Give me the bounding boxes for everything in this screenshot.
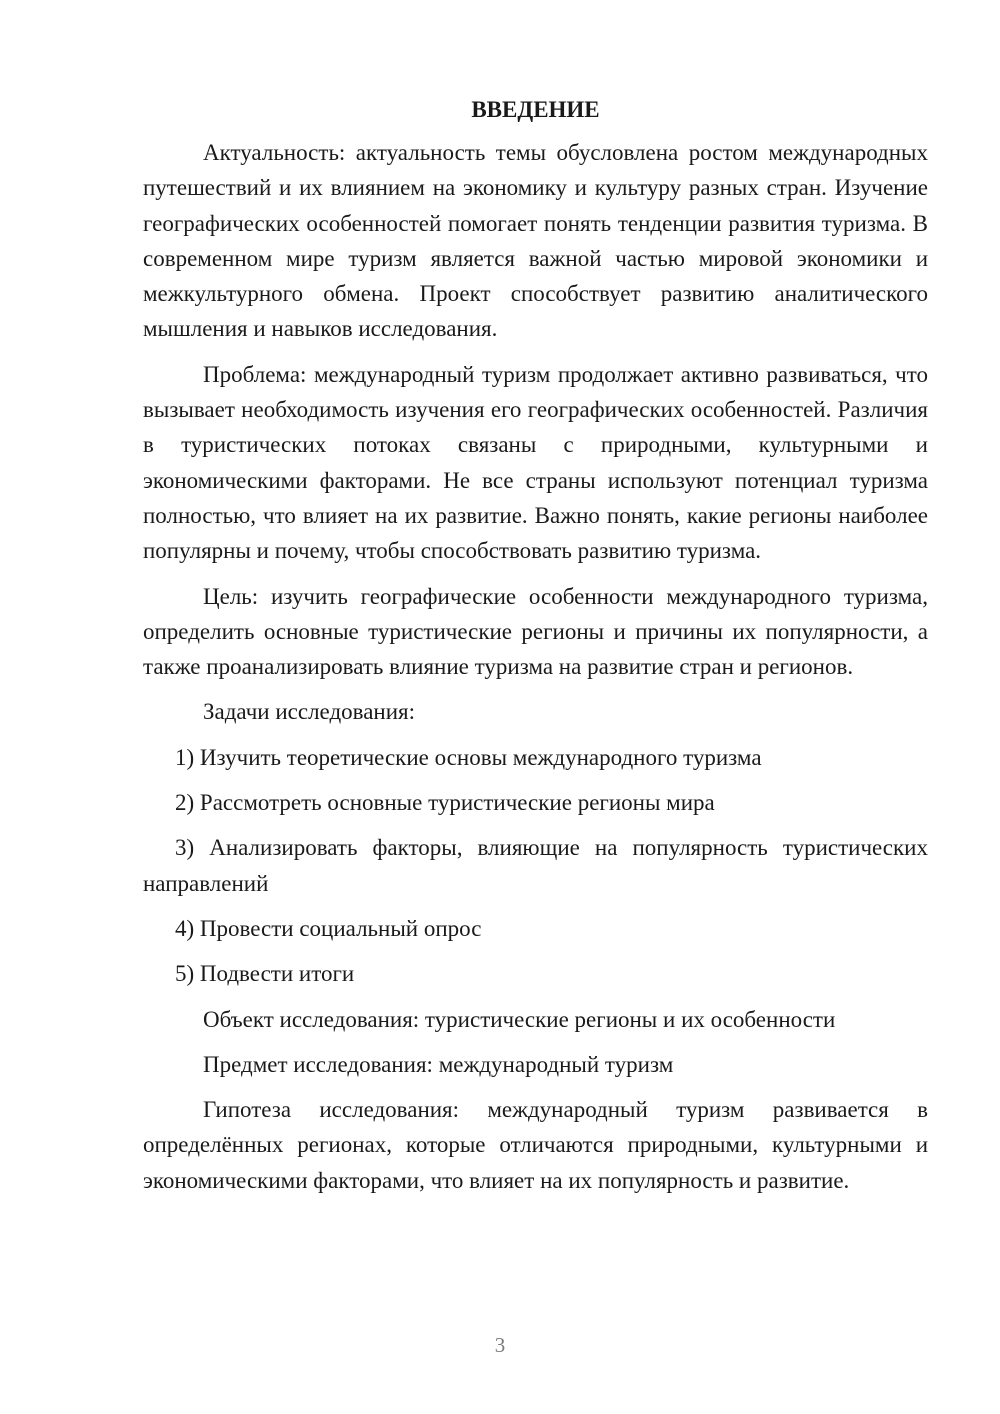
hypothesis-paragraph: Гипотеза исследования: международный туризм развивается в определённых регионах, которые отличаются природными, культурными и экономическими факторами, что влияет на их популярность и развитие. [143,1097,928,1193]
tasks-heading: Задачи исследования: [203,699,416,725]
task-item: 3) Анализировать факторы, влияющие на популярность туристических направлений [143,835,928,896]
page-content [143,92,928,1208]
research-object: Объект исследования: туристические регионы и их особенности [203,1006,836,1032]
research-subject: Предмет исследования: международный туризм [203,1051,674,1077]
tasks-list [143,740,928,992]
section-title: ВВЕДЕНИЕ [471,97,600,122]
relevance-paragraph: Актуальность: актуальность темы обусловлена ростом международных путешествий и их влиянием на экономику и культуру разных стран. Изучение географических особенностей помогает понять тенденции развития туризма. В современном мире туризм является важной частью мировой экономики и межкультурного обмена. Проект способствует развитию аналитического мышления и навыков исследования. [143,140,928,342]
page-number: 3 [494,1333,506,1357]
problem-paragraph: Проблема: международный туризм продолжает активно развиваться, что вызывает необходимость изучения его географических особенностей. Различия в туристических потоках связаны с природными, культурными и экономическими факторами. Не все страны используют потенциал туризма полностью, что влияет на их развитие. Важно понять, какие регионы наиболее популярны и почему, чтобы способствовать развитию туризма. [143,361,928,564]
task-item: 5) Подвести итоги [175,961,355,987]
task-item: 4) Провести социальный опрос [175,915,482,941]
task-item: 1) Изучить теоретические основы международного туризма [175,744,762,770]
task-item: 2) Рассмотреть основные туристические регионы мира [175,790,715,816]
goal-paragraph: Цель: изучить географические особенности международного туризма, определить основные туристические регионы и причины их популярности, а также проанализировать влияние туризма на развитие стран и регионов. [143,583,928,680]
